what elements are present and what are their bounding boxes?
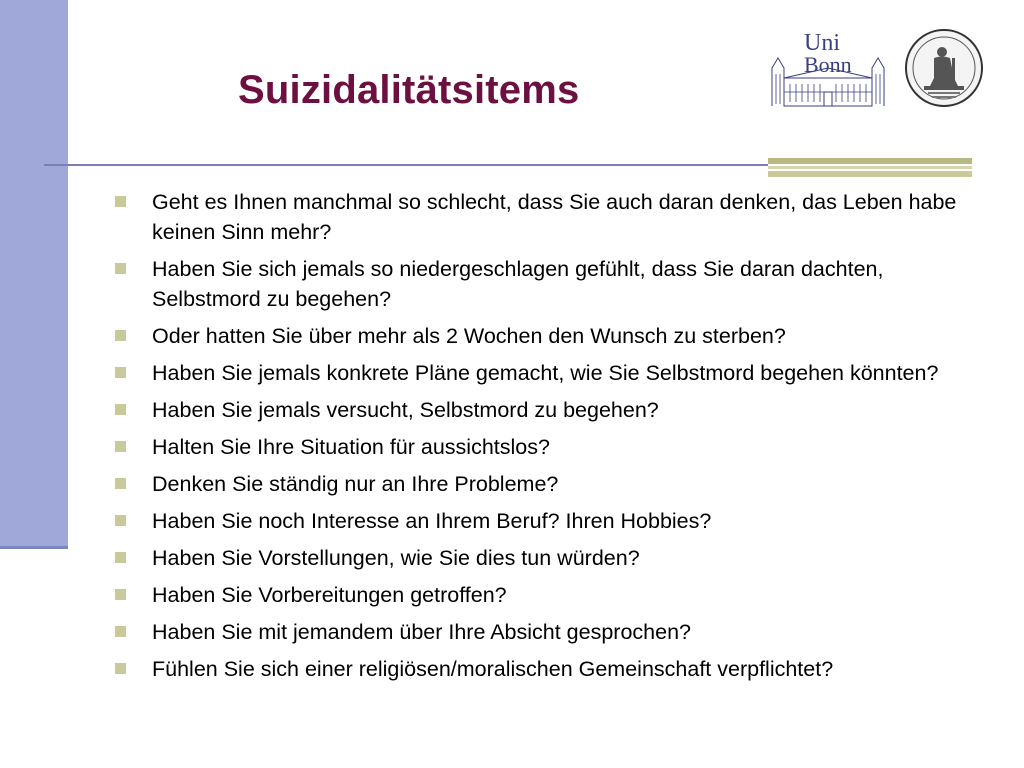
list-item-text: Haben Sie sich jemals so niedergeschlagen gefühlt, dass Sie daran dachten, Selbstmord zu begehen? [152, 257, 884, 311]
list-item [112, 432, 992, 462]
list-item-text: Denken Sie ständig nur an Ihre Probleme? [152, 472, 559, 496]
list-item [112, 506, 992, 536]
divider-accent-top [768, 158, 972, 164]
faculty-seal-icon [904, 28, 984, 108]
bullet-square-icon [115, 263, 126, 274]
uni-bonn-logo-icon [766, 28, 890, 110]
bullet-square-icon [115, 589, 126, 600]
list-item-text: Haben Sie mit jemandem über Ihre Absicht gesprochen? [152, 620, 692, 644]
bullet-square-icon [115, 478, 126, 489]
list-item [112, 187, 992, 247]
bullet-square-icon [115, 626, 126, 637]
list-item-text: Fühlen Sie sich einer religiösen/moralischen Gemeinschaft verpflichtet? [152, 657, 834, 681]
list-item-text: Geht es Ihnen manchmal so schlecht, dass Sie auch daran denken, das Leben habe keinen Sinn mehr? [152, 190, 957, 244]
list-item [112, 617, 992, 647]
list-item [112, 321, 992, 351]
divider-accent-bottom [768, 171, 972, 177]
logo-text-bonn: Bonn [804, 52, 852, 77]
list-item-text: Haben Sie Vorbereitungen getroffen? [152, 583, 507, 607]
title-divider [44, 164, 768, 166]
list-item-text: Oder hatten Sie über mehr als 2 Wochen den Wunsch zu sterben? [152, 324, 786, 348]
bullet-square-icon [115, 552, 126, 563]
bullet-square-icon [115, 196, 126, 207]
bullet-square-icon [115, 663, 126, 674]
question-list [112, 187, 992, 691]
slide-title: Suizidalitätsitems [238, 68, 580, 112]
list-item [112, 654, 992, 684]
bullet-square-icon [115, 404, 126, 415]
logo-text-uni: Uni [804, 30, 840, 56]
left-accent-bar [0, 0, 68, 546]
list-item-text: Haben Sie jemals versucht, Selbstmord zu begehen? [152, 398, 659, 422]
list-item [112, 358, 992, 388]
bullet-square-icon [115, 367, 126, 378]
list-item-text: Haben Sie Vorstellungen, wie Sie dies tun würden? [152, 546, 640, 570]
list-item [112, 254, 992, 314]
list-item-text: Haben Sie noch Interesse an Ihrem Beruf? Ihren Hobbies? [152, 509, 712, 533]
list-item-text: Haben Sie jemals konkrete Pläne gemacht, wie Sie Selbstmord begehen könnten? [152, 361, 939, 385]
bullet-square-icon [115, 515, 126, 526]
list-item [112, 580, 992, 610]
left-accent-bar-edge [0, 546, 68, 549]
list-item [112, 469, 992, 499]
divider-accent-middle [768, 166, 972, 169]
bullet-square-icon [115, 330, 126, 341]
list-item [112, 395, 992, 425]
bullet-square-icon [115, 441, 126, 452]
list-item [112, 543, 992, 573]
list-item-text: Halten Sie Ihre Situation für aussichtslos? [152, 435, 550, 459]
